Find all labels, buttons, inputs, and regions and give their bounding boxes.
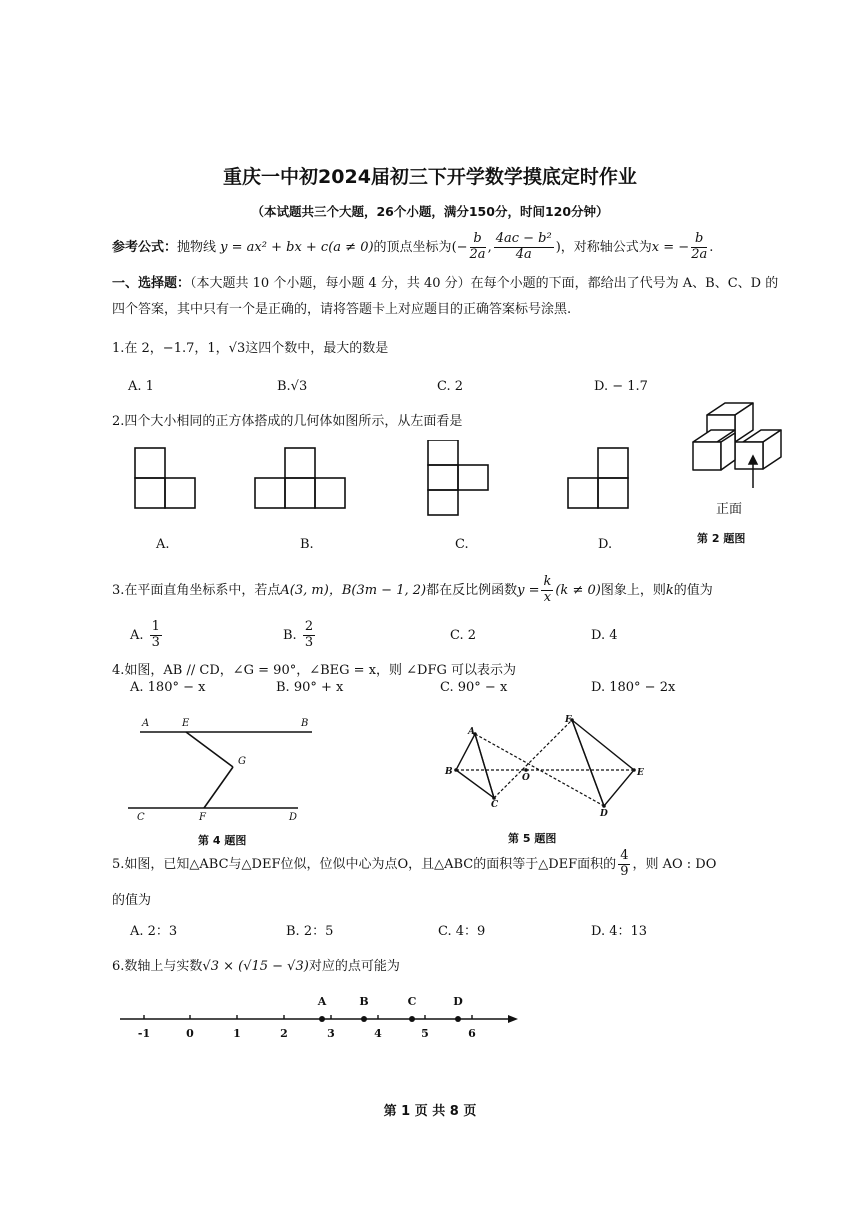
page-title: 重庆一中初2024届初三下开学数学摸底定时作业 xyxy=(223,166,637,188)
q5-option-a: A. 2：3 xyxy=(130,924,178,939)
q4-caption: 第 4 题图 xyxy=(198,834,247,847)
question-2-stem: 2.四个大小相同的正方体搭成的几何体如图所示，从左面看是 xyxy=(112,414,463,429)
q4-label-c: C xyxy=(137,812,145,823)
point-label-c: C xyxy=(407,995,417,1008)
tick-label-0: 0 xyxy=(186,1027,194,1040)
q5-label-a: A xyxy=(468,727,475,737)
q4-option-b: B. 90° + x xyxy=(276,680,344,695)
q5-label-d: D xyxy=(600,809,608,819)
point-label-a: A xyxy=(317,995,327,1008)
q2-view-d-icon xyxy=(568,448,628,508)
q4-option-a: A. 180° − x xyxy=(130,680,206,695)
tick-label-1: 1 xyxy=(233,1027,241,1040)
q5-label-c: C xyxy=(491,800,499,810)
q4-label-a: A xyxy=(142,718,150,729)
q5-label-o: O xyxy=(522,773,530,783)
question-5-stem: 5.如图，已知△ABC与△DEF位似，位似中心为点O，且△ABC的面积等于△DEF面积的 $\frac{4}{9}$ ，则 AO : DO xyxy=(112,848,717,879)
q4-label-f: F xyxy=(199,812,206,823)
q4-option-d: D. 180° − 2x xyxy=(591,680,676,695)
section-one-instructions-2: 四个答案，其中只有一个是正确的，请将答题卡上对应题目的正确答案标号涂黑. xyxy=(112,302,572,317)
number-line-point xyxy=(361,1016,367,1022)
tick-label-neg1: -1 xyxy=(137,1027,151,1040)
tick-label-4: 4 xyxy=(374,1027,382,1040)
q3-option-d: D. 4 xyxy=(591,628,618,643)
tick-label-6: 6 xyxy=(468,1027,476,1040)
q2-view-c-icon xyxy=(428,440,488,515)
q1-option-d: D. − 1.7 xyxy=(594,379,648,394)
number-line-point xyxy=(319,1016,325,1022)
q2-front-label: 正面 xyxy=(716,502,743,517)
question-3-stem: 3.在平面直角坐标系中，若点A(3, m)，B(3m − 1, 2)都在反比例函数y = $\frac{k}{x}$ (k ≠ 0)图象上，则k的值为 xyxy=(112,574,713,605)
q2-option-b: B. xyxy=(300,537,314,552)
q2-option-d: D. xyxy=(598,537,613,552)
q5-caption: 第 5 题图 xyxy=(508,832,557,845)
q2-option-a: A. xyxy=(156,537,170,552)
page-footer: 第 1 页 共 8 页 xyxy=(383,1104,477,1119)
fraction-4ac-b2-4a: $\frac{\text{4ac − b²}}{4a}$ xyxy=(495,231,552,262)
point-label-d: D xyxy=(453,995,463,1008)
q3-option-a: A. $\frac{1}{3}$ xyxy=(130,619,160,650)
reference-formula: 参考公式：抛物线 y = ax² + bx + c(a ≠ 0)的顶点坐标为(− $\frac{b}{2a}$ , $\frac{\text{4ac − b²}}{4a}$ )，对称轴公式为x = − $\frac{b}{2a}$ . xyxy=(112,231,714,262)
fraction-b-2a-axis: $\frac{b}{2a}$ xyxy=(691,231,708,262)
point-label-b: B xyxy=(359,995,369,1008)
q6-number-line xyxy=(110,990,530,1050)
q5-label-f: F xyxy=(565,715,572,725)
q2-cube-solid-figure xyxy=(685,400,795,495)
page-subtitle: （本试题共三个大题，26个小题，满分150分，时间120分钟） xyxy=(251,204,609,219)
q2-view-a-icon xyxy=(135,448,195,508)
number-line-arrow-icon xyxy=(508,1015,518,1023)
q2-view-b-icon xyxy=(255,448,345,508)
q3-option-c: C. 2 xyxy=(450,628,477,643)
q1-option-a: A. 1 xyxy=(128,379,154,394)
q5-option-d: D. 4：13 xyxy=(591,924,648,939)
q1-option-c: C. 2 xyxy=(437,379,464,394)
q2-option-c: C. xyxy=(455,537,469,552)
q5-homothety-figure xyxy=(440,712,650,827)
question-1-stem: 1.在 2，−1.7，1，√3这四个数中，最大的数是 xyxy=(112,341,389,356)
fraction-b-2a: $\frac{b}{2a}$ xyxy=(469,231,486,262)
question-4-stem: 4.如图，AB // CD，∠G = 90°，∠BEG = x，则 ∠DFG 可以表示为 xyxy=(112,663,517,678)
q5-label-e: E xyxy=(637,768,644,778)
q4-option-c: C. 90° − x xyxy=(440,680,508,695)
q5-option-b: B. 2：5 xyxy=(286,924,334,939)
q1-option-b: B.√3 xyxy=(277,379,308,394)
tick-label-3: 3 xyxy=(327,1027,335,1040)
q4-label-g: G xyxy=(238,756,246,767)
q4-parallel-lines-figure xyxy=(120,712,320,827)
section-one-instructions: 一、选择题：（本大题共 10 个小题，每小题 4 分，共 40 分）在每个小题的下面，都给出了代号为 A、B、C、D 的 xyxy=(112,276,779,291)
tick-label-2: 2 xyxy=(280,1027,288,1040)
number-line-point xyxy=(409,1016,415,1022)
question-5-stem-end: 的值为 xyxy=(112,893,152,908)
question-6-stem: 6.数轴上与实数√3 × (√15 − √3)对应的点可能为 xyxy=(112,959,400,974)
q5-label-b: B xyxy=(445,767,453,777)
q2-view-options-figure xyxy=(120,440,650,520)
q4-label-e: E xyxy=(182,718,190,729)
q2-caption: 第 2 题图 xyxy=(697,532,746,545)
q5-option-c: C. 4：9 xyxy=(438,924,486,939)
number-line-point xyxy=(455,1016,461,1022)
q4-label-b: B xyxy=(301,718,309,729)
q3-option-b: B. $\frac{2}{3}$ xyxy=(283,619,314,650)
tick-label-5: 5 xyxy=(421,1027,429,1040)
q4-label-d: D xyxy=(289,812,298,823)
